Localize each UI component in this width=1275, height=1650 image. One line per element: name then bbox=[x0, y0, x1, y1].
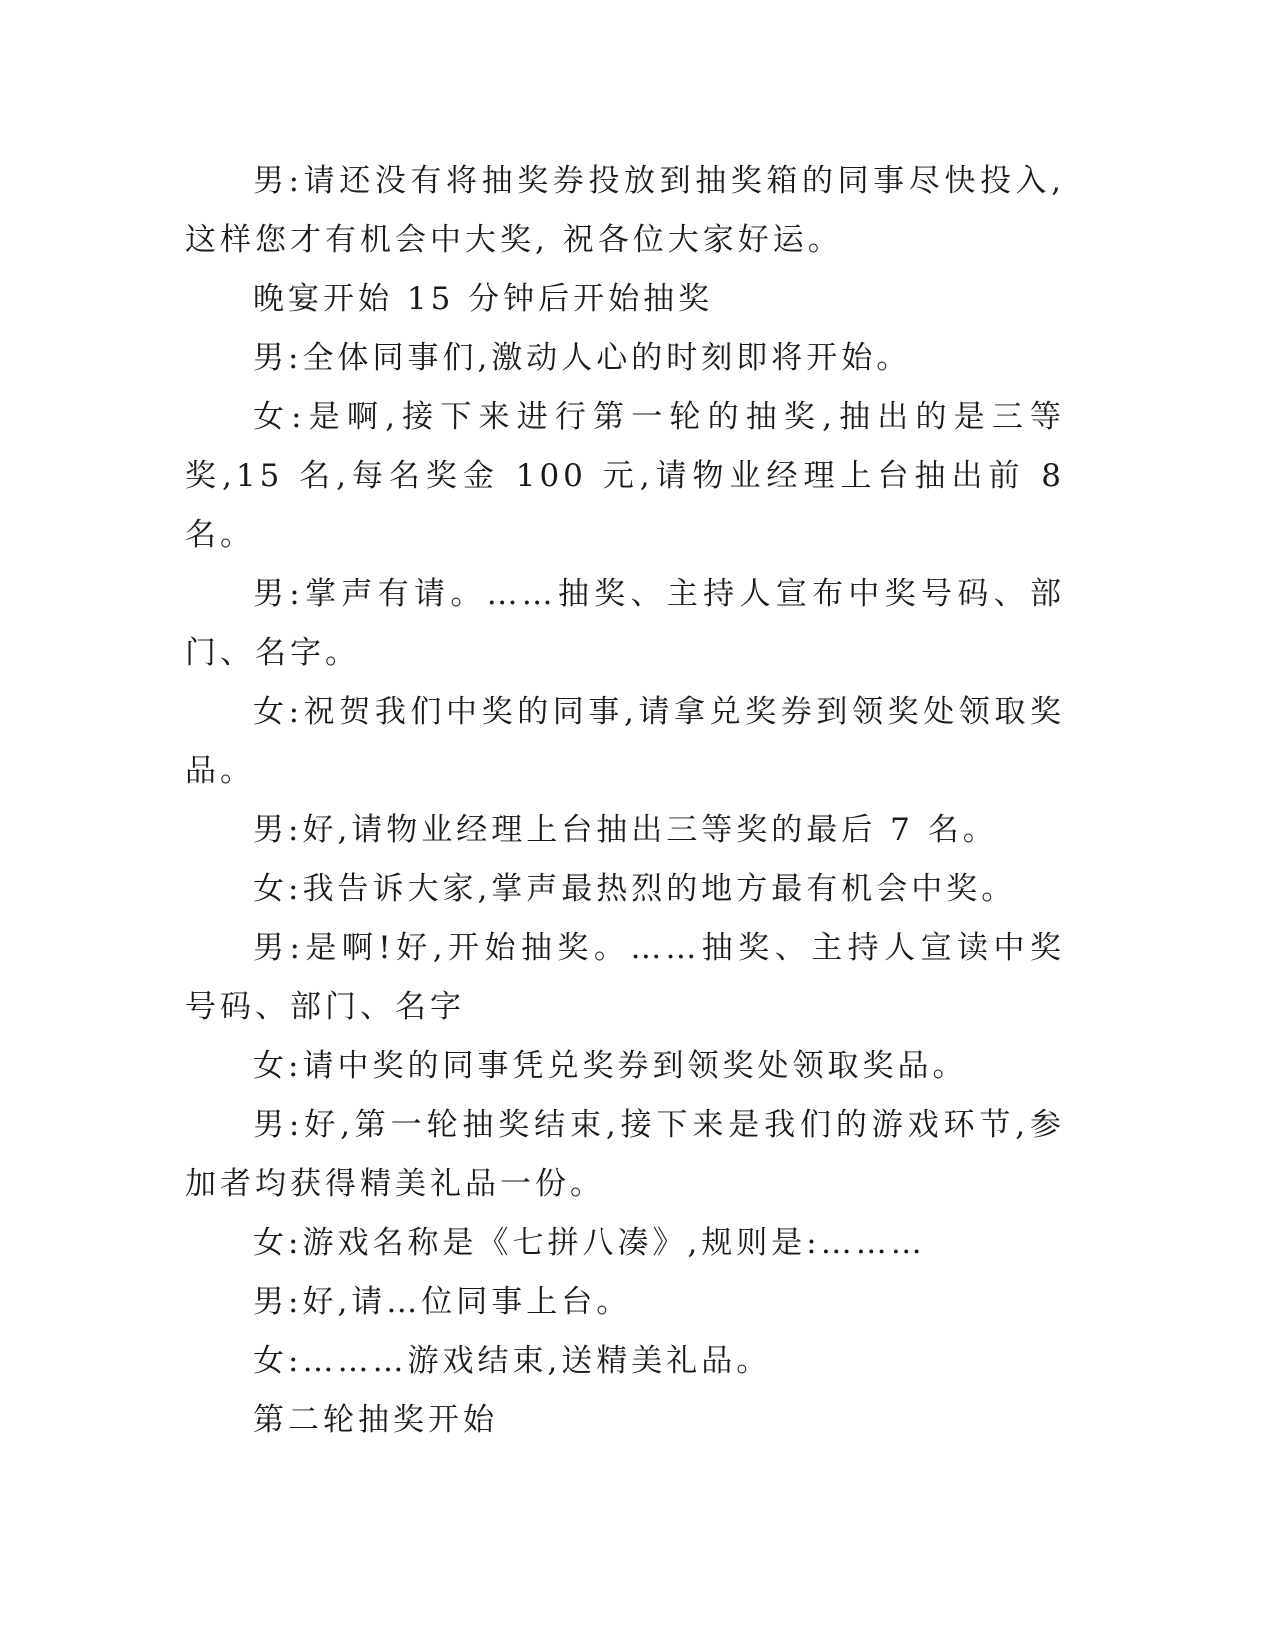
paragraph: 女:是啊,接下来进行第一轮的抽奖,抽出的是三等奖,15 名,每名奖金 100 元,请物业经理上台抽出前 8 名。 bbox=[185, 399, 1065, 553]
paragraph: 男:好,请物业经理上台抽出三等奖的最后 7 名。 bbox=[253, 812, 998, 848]
paragraph: 女:………游戏结束,送精美礼品。 bbox=[253, 1343, 772, 1379]
paragraph: 女:我告诉大家,掌声最热烈的地方最有机会中奖。 bbox=[253, 871, 1017, 907]
paragraph: 男:全体同事们,激动人心的时刻即将开始。 bbox=[253, 340, 912, 376]
paragraph: 男:好,请…位同事上台。 bbox=[253, 1284, 632, 1320]
paragraph: 男:掌声有请。……抽奖、主持人宣布中奖号码、部门、名字。 bbox=[185, 576, 1065, 671]
paragraph: 晚宴开始 15 分钟后开始抽奖 bbox=[253, 281, 714, 317]
document-body bbox=[185, 152, 1065, 1450]
paragraph: 女:游戏名称是《七拼八凑》,规则是:……… bbox=[253, 1225, 926, 1261]
paragraph: 男:请还没有将抽奖券投放到抽奖箱的同事尽快投入,这样您才有机会中大奖, 祝各位大家好运。 bbox=[185, 163, 1065, 258]
paragraph: 男:好,第一轮抽奖结束,接下来是我们的游戏环节,参加者均获得精美礼品一份。 bbox=[185, 1107, 1065, 1202]
paragraph: 第二轮抽奖开始 bbox=[253, 1402, 498, 1438]
paragraph: 女:请中奖的同事凭兑奖券到领奖处领取奖品。 bbox=[253, 1048, 968, 1084]
paragraph: 女:祝贺我们中奖的同事,请拿兑奖券到领奖处领取奖品。 bbox=[185, 694, 1065, 789]
paragraph: 男:是啊!好,开始抽奖。……抽奖、主持人宣读中奖号码、部门、名字 bbox=[185, 930, 1065, 1025]
